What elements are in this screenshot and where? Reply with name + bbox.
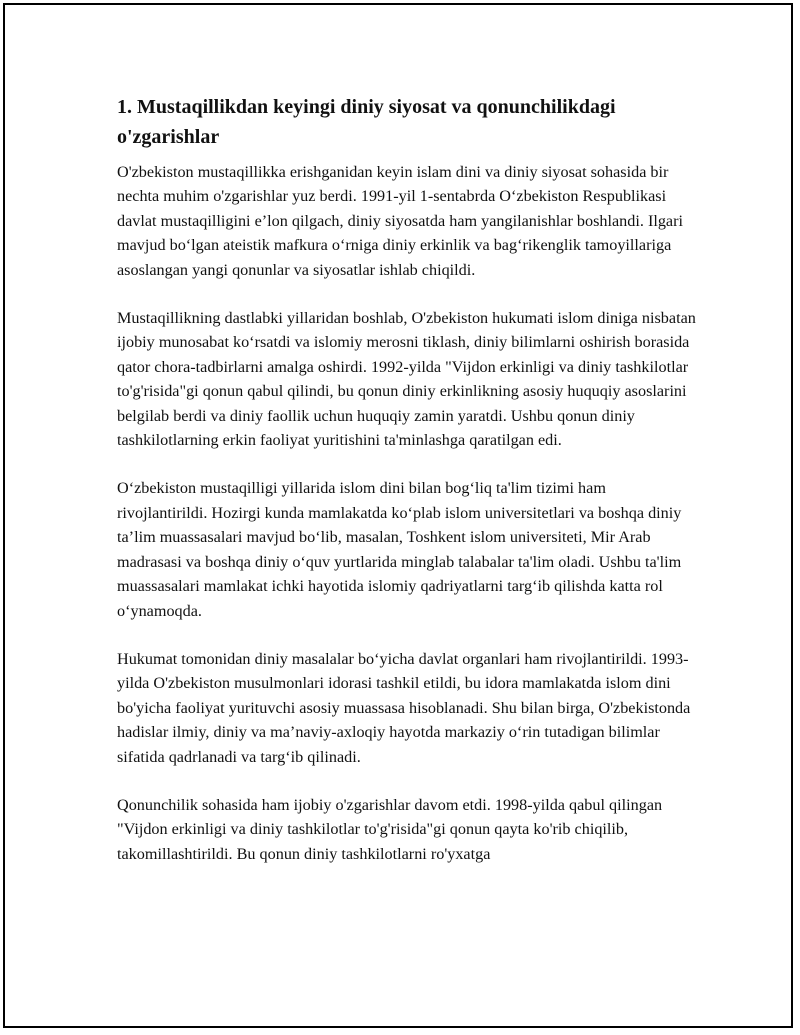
section-heading: 1. Mustaqillikdan keyingi diniy siyosat va qonunchilikdagi o'zgarishlar bbox=[117, 96, 616, 148]
paragraph: O‘zbekiston mustaqilligi yillarida islom dini bilan bog‘liq ta'lim tizimi ham rivojlantirildi. Hozirgi kunda mamlakatda ko‘plab islom universitetlari va boshqa diniy ta’lim muassasalari mavjud bo‘lib, masalan, Toshkent islom universiteti, Mir Arab madrasasi va boshqa diniy o‘quv yurtlarida minglab talabalar ta'lim oladi. Ushbu ta'lim muassasalari mamlakat ichki hayotida islomiy qadriyatlarni targ‘ib qilishda katta rol o‘ynamoqda. bbox=[117, 479, 682, 620]
paragraph: O'zbekiston mustaqillikka erishganidan keyin islam dini va diniy siyosat sohasida bir nechta muhim o'zgarishlar yuz berdi. 1991-yil 1-sentabrda O‘zbekiston Respublikasi davlat mustaqilligini e’lon qilgach, diniy siyosatda ham yangilanishlar boshlandi. Ilgari mavjud bo‘lgan ateistik mafkura o‘rniga diniy erkinlik va bag‘rikenglik tamoyillariga asoslangan yangi qonunlar va siyosatlar ishlab chiqildi. bbox=[117, 163, 684, 279]
paragraph: Mustaqillikning dastlabki yillaridan boshlab, O'zbekiston hukumati islom diniga nisbatan ijobiy munosabat ko‘rsatdi va islomiy merosni tiklash, diniy bilimlarni oshirish borasida qator chora-tadbirlarni amalga oshirdi. 1992-yilda "Vijdon erkinligi va diniy tashkilotlar to'g'risida"gi qonun qabul qilindi, bu qonun diniy erkinlikning asosiy huquqiy asoslarini belgilab berdi va diniy faollik uchun huquqiy zamin yaratdi. Ushbu qonun diniy tashkilotlarning erkin faoliyat yuritishini ta'minlashga qaratilgan edi. bbox=[117, 309, 696, 450]
document-body bbox=[117, 92, 697, 890]
paragraph: Hukumat tomonidan diniy masalalar bo‘yicha davlat organlari ham rivojlantirildi. 1993-yilda O'zbekiston musulmonlari idorasi tashkil etildi, bu idora mamlakatda islom dini bo'yicha faoliyat yurituvchi asosiy muassasa hisoblanadi. Shu bilan birga, O'zbekistonda hadislar ilmiy, diniy va ma’naviy-axloqiy hayotda markaziy o‘rin tutadigan bilimlar sifatida qadrlanadi va targ‘ib qilinadi. bbox=[117, 649, 691, 766]
paragraph: Qonunchilik sohasida ham ijobiy o'zgarishlar davom etdi. 1998-yilda qabul qilingan "Vijdon erkinligi va diniy tashkilotlar to'g'risida"gi qonun qayta ko'rib chiqilib, takomillashtirildi. Bu qonun diniy tashkilotlarni ro'yxatga bbox=[117, 795, 663, 863]
